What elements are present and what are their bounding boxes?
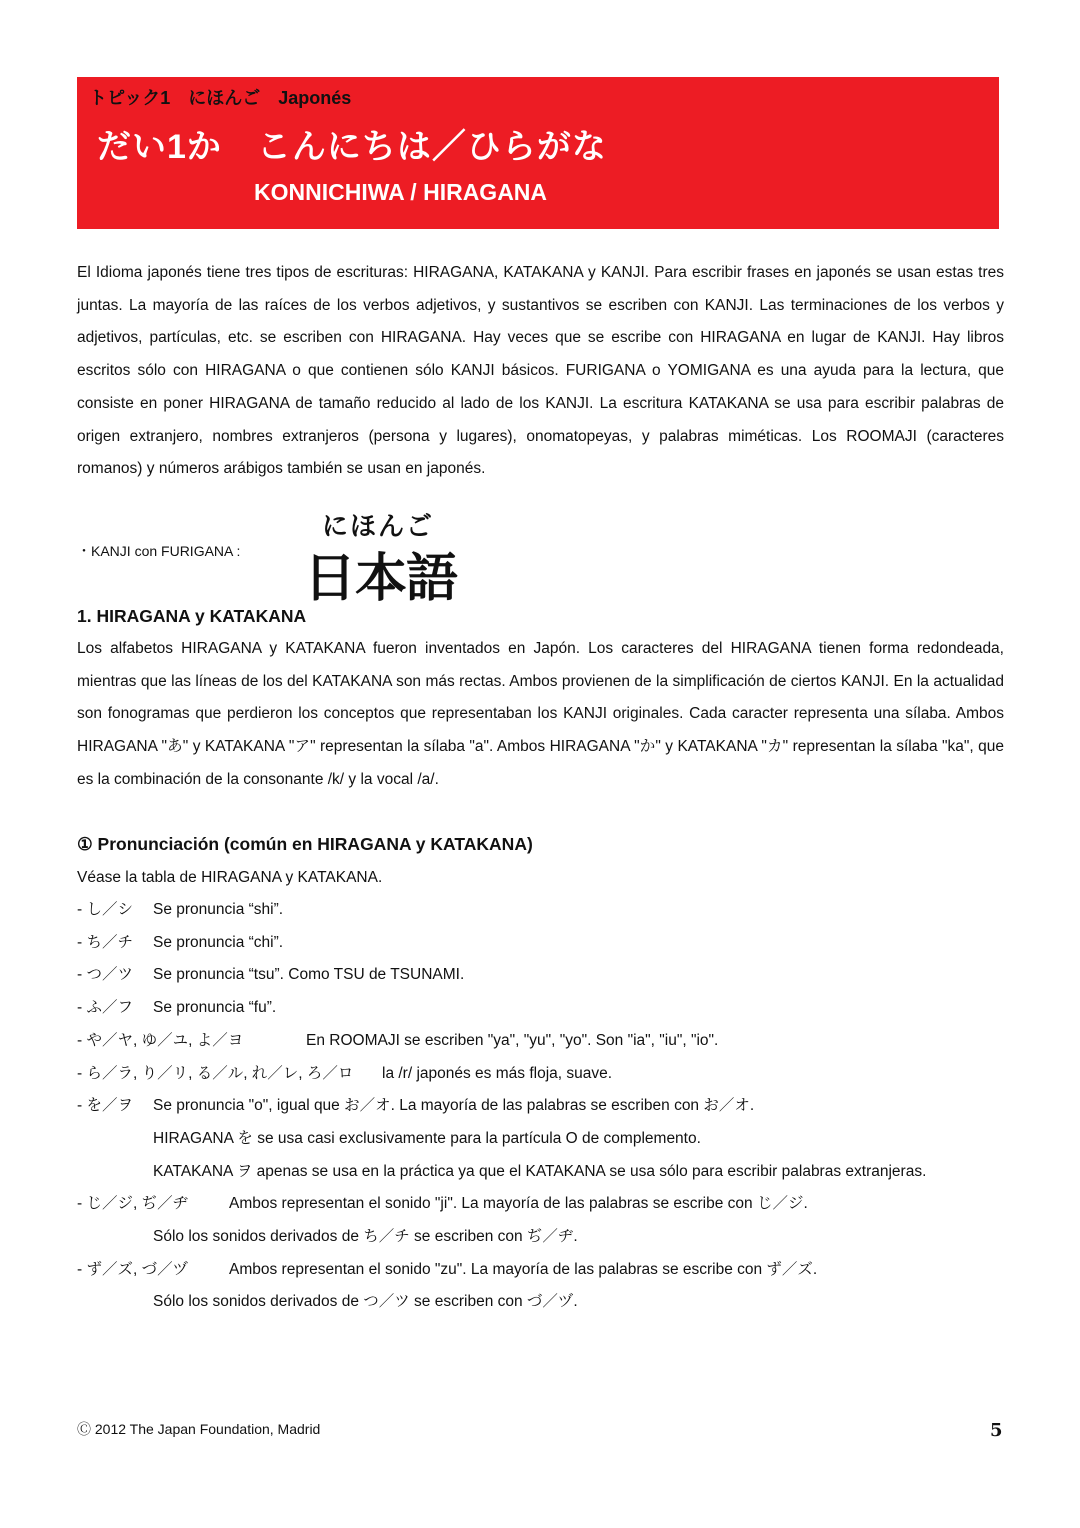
title-banner <box>77 77 999 229</box>
list-item-kana: - を／ヲ <box>77 1097 133 1115</box>
list-item-kana: - じ／ジ, ぢ／ヂ <box>77 1195 189 1213</box>
list-item-text: Ambos representan el sonido "ji". La mayoría de las palabras se escribe con じ／ジ. <box>229 1195 808 1213</box>
section-paragraph: Los alfabetos HIRAGANA y KATAKANA fueron inventados en Japón. Los caracteres del HIRAGANA tienen forma redondeada, mientras que las líneas de los del KATAKANA son más rectas. Ambos provienen de la simplificación de ciertos KANJI. En la actualidad son fonogramas que perdieron los conceptos que representaban los KANJI originales. Cada caracter representa una sílaba. Ambos HIRAGANA "あ" y KATAKANA "ア" representan la sílaba "a". Ambos HIRAGANA "か" y KATAKANA "カ" representan la sílaba "ka", que es la combinación de la consonante /k/ y la vocal /a/. <box>77 640 1004 788</box>
copyright: Ⓒ 2012 The Japan Foundation, Madrid <box>77 1421 321 1437</box>
intro-paragraph: El Idioma japonés tiene tres tipos de escrituras: HIRAGANA, KATAKANA y KANJI. Para escribir frases en japonés se usan estas tres juntas. La mayoría de las raíces de los verbos adjetivos, y sustantivos se escriben con KANJI. Las terminaciones de los verbos y adjetivos, partículas, etc. se escriben con HIRAGANA. Hay veces que se escribe con HIRAGANA en lugar de KANJI. Hay libros escritos sólo con HIRAGANA o que contienen sólo KANJI básicos. FURIGANA o YOMIGANA es una ayuda para la lectura, que consiste en poner HIRAGANA de tamaño reducido al lado de los KANJI. La escritura KATAKANA se usa para escribir palabras de origen extranjero, nombres extranjeros (persona y lugares), onomatopeyas, y palabras miméticas. Los ROOMAJI (caracteres romanos) y números arábigos también se usan en japonés. <box>77 264 1004 478</box>
list-item-text: Se pronuncia “shi”. <box>153 901 284 918</box>
list-item-kana: - ず／ズ, づ／ヅ <box>77 1260 189 1278</box>
list-item-text: Ambos representan el sonido "zu". La mayoría de las palabras se escribe con ず／ズ. <box>229 1260 818 1278</box>
list-item-kana: - ふ／フ <box>77 999 133 1017</box>
subsection-intro: Véase la tabla de HIRAGANA y KATAKANA. <box>77 869 383 886</box>
list-item-kana: - ら／ラ, り／リ, る／ル, れ／レ, ろ／ロ <box>77 1064 354 1082</box>
list-item-kana: - つ／ツ <box>77 966 133 984</box>
page-number: 5 <box>990 1420 1003 1441</box>
lesson-title: だい1か こんにちは／ひらがな <box>97 128 607 166</box>
list-item-text: En ROOMAJI se escriben "ya", "yu", "yo". Son "ia", "iu", "io". <box>306 1031 719 1049</box>
topic-label: トピック1 にほんご Japonés <box>89 88 352 108</box>
list-item-text: KATAKANA ヲ apenas se usa en la práctica ya que el KATAKANA se usa sólo para escribir palabras extranjeras. <box>153 1162 927 1180</box>
list-item-text: Se pronuncia "o", igual que お／オ. La mayoría de las palabras se escriben con お／オ. <box>153 1097 755 1115</box>
list-item-kana: - ち／チ <box>77 933 133 951</box>
furigana-reading: にほんご <box>322 511 435 541</box>
section-heading: 1. HIRAGANA y KATAKANA <box>77 606 307 626</box>
list-item-text: Se pronuncia “tsu”. Como TSU de TSUNAMI. <box>153 966 465 984</box>
furigana-label: ・KANJI con FURIGANA : <box>77 543 241 559</box>
list-item-text: Se pronuncia “chi”. <box>153 933 284 951</box>
list-item-text: Se pronuncia “fu”. <box>153 999 277 1017</box>
subsection-heading: ① Pronunciación (común en HIRAGANA y KATAKANA) <box>77 834 533 854</box>
list-item-text: la /r/ japonés es más floja, suave. <box>382 1064 613 1082</box>
lesson-subtitle: KONNICHIWA / HIRAGANA <box>254 179 548 205</box>
list-item-text: HIRAGANA を se usa casi exclusivamente para la partícula O de complemento. <box>153 1129 701 1147</box>
list-item-kana: - や／ヤ, ゆ／ユ, よ／ヨ <box>77 1031 244 1049</box>
list-item-kana: - し／シ <box>77 901 133 918</box>
kanji-example: 日本語 <box>304 550 458 608</box>
list-item-text: Sólo los sonidos derivados de つ／ツ se escriben con づ／ヅ. <box>153 1293 578 1311</box>
list-item-text: Sólo los sonidos derivados de ち／チ se escriben con ぢ／ヂ. <box>153 1228 578 1245</box>
